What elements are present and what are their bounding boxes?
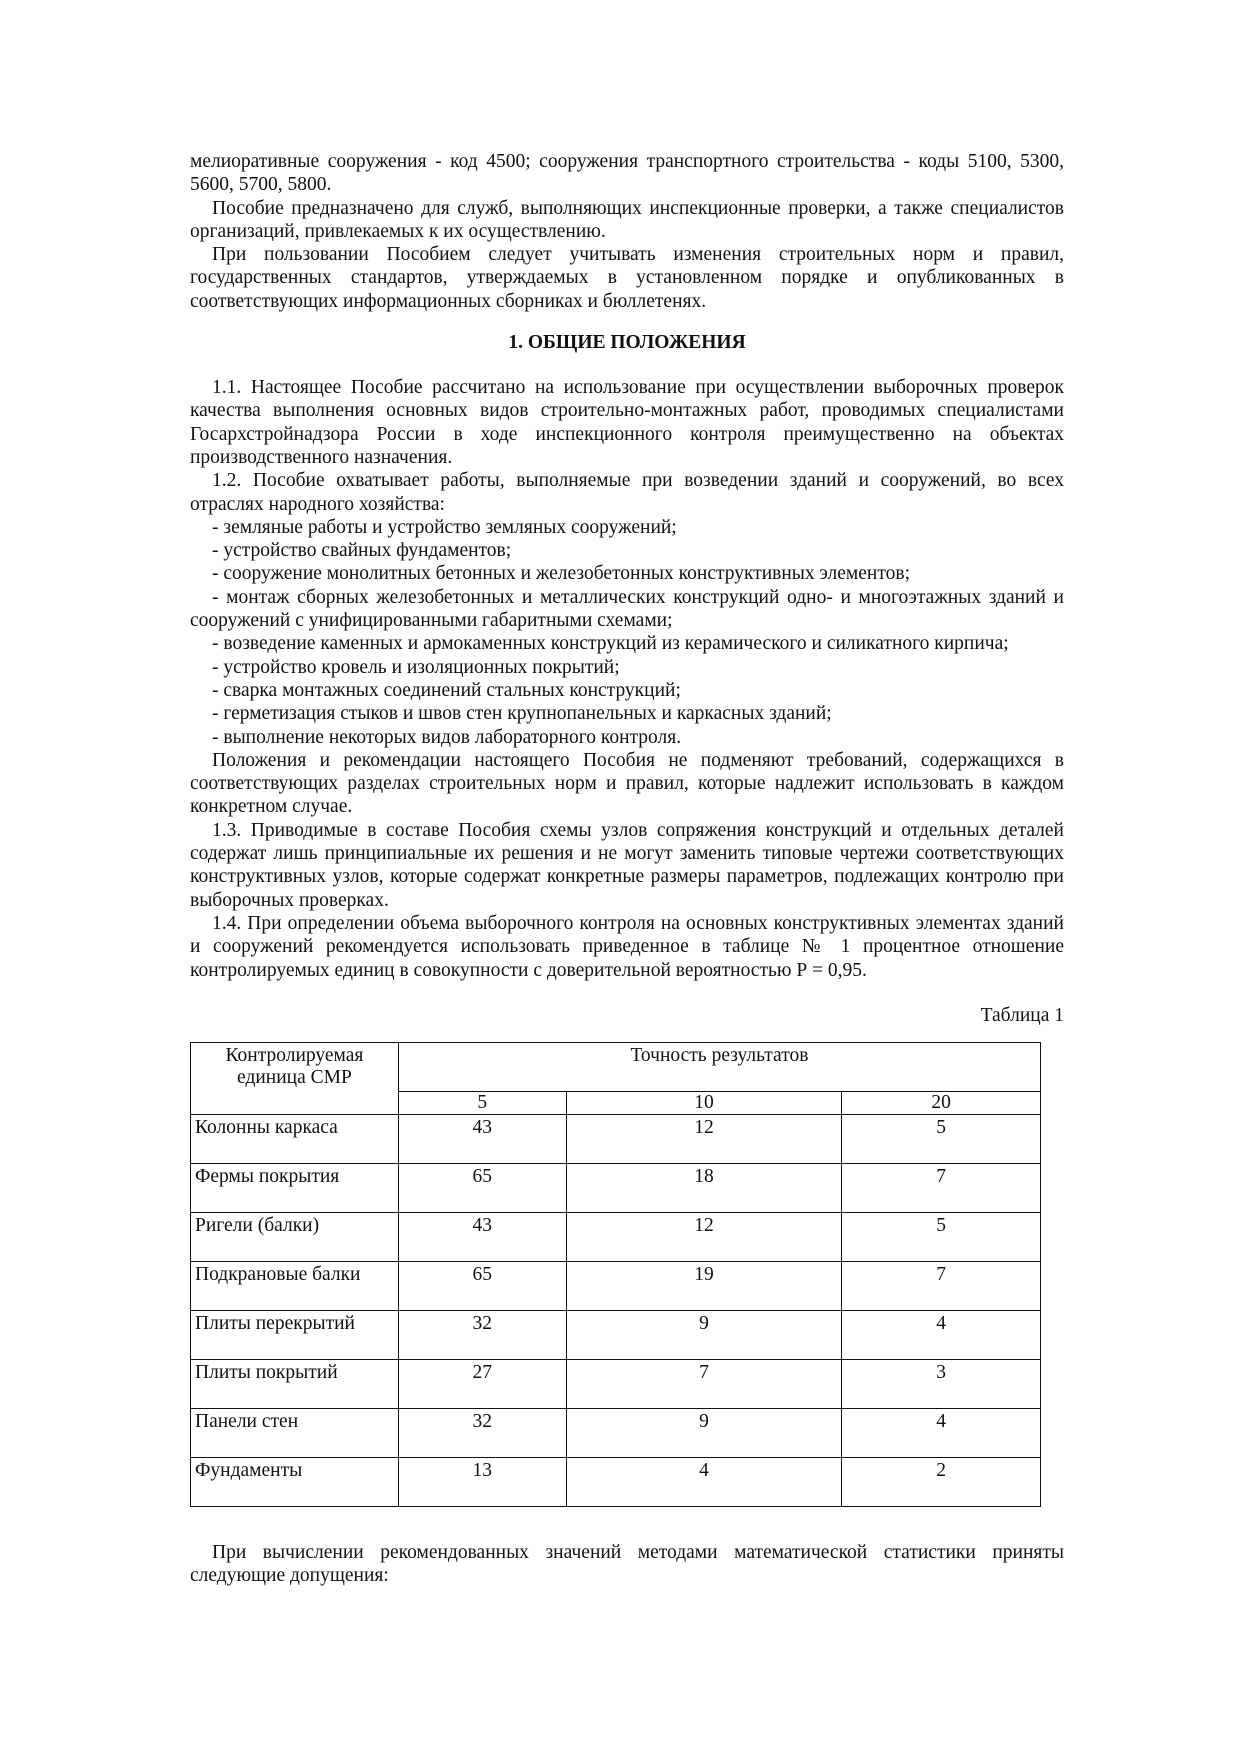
list-item: - сварка монтажных соединений стальных конструкций; bbox=[212, 679, 681, 701]
cell-5: 32 bbox=[398, 1409, 566, 1458]
table-row bbox=[191, 1213, 1041, 1262]
row-name: Подкрановые балки bbox=[191, 1262, 399, 1311]
table-row bbox=[191, 1360, 1041, 1409]
cell-20: 7 bbox=[842, 1164, 1041, 1213]
cell-10: 9 bbox=[566, 1311, 842, 1360]
list-item: - сооружение монолитных бетонных и железобетонных конструктивных элементов; bbox=[212, 563, 911, 585]
cell-20: 7 bbox=[842, 1262, 1041, 1311]
row-name: Плиты перекрытий bbox=[191, 1311, 399, 1360]
clause-1-2: 1.2. Пособие охватывает работы, выполняемые при возведении зданий и сооружений, во всех отраслях народного хозяйства: bbox=[190, 470, 1064, 515]
sample-size-table bbox=[190, 1042, 1041, 1507]
row-name: Фермы покрытия bbox=[191, 1164, 399, 1213]
cell-20: 5 bbox=[842, 1115, 1041, 1164]
cell-10: 12 bbox=[566, 1115, 842, 1164]
document-page bbox=[190, 150, 1064, 1588]
row-name: Ригели (балки) bbox=[191, 1213, 399, 1262]
table-row bbox=[191, 1164, 1041, 1213]
intro-paragraph-2: Пособие предназначено для служб, выполняющих инспекционные проверки, а также специалистов организаций, привлекаемых к их осуществлению. bbox=[190, 197, 1064, 242]
cell-20: 4 bbox=[842, 1311, 1041, 1360]
table-row bbox=[191, 1409, 1041, 1458]
subheader-10: 10 bbox=[566, 1092, 842, 1115]
list-item: - устройство свайных фундаментов; bbox=[212, 540, 512, 562]
list-item: - выполнение некоторых видов лабораторного контроля. bbox=[212, 726, 682, 748]
cell-5: 65 bbox=[398, 1262, 566, 1311]
intro-paragraph-1: мелиоративные сооружения - код 4500; сооружения транспортного строительства - коды 5100, 5300, 5600, 5700, 5800. bbox=[190, 151, 1064, 196]
cell-20: 3 bbox=[842, 1360, 1041, 1409]
cell-5: 43 bbox=[398, 1213, 566, 1262]
clause-1-3: 1.3. Приводимые в составе Пособия схемы узлов сопряжения конструкций и отдельных деталей содержат лишь принципиальные их решения и не могут заменить типовые чертежи соответствующих конструктивных узлов, которые содержат конкретные размеры параметров, подлежащих контролю при выборочных проверках. bbox=[190, 819, 1064, 911]
cell-10: 18 bbox=[566, 1164, 842, 1213]
cell-5: 65 bbox=[398, 1164, 566, 1213]
positions-paragraph: Положения и рекомендации настоящего Пособия не подменяют требований, содержащихся в соответствующих разделах строительных норм и правил, которые надлежит использовать в каждом конкретном случае. bbox=[190, 749, 1064, 818]
list-item: - устройство кровель и изоляционных покрытий; bbox=[212, 656, 620, 678]
cell-10: 19 bbox=[566, 1262, 842, 1311]
cell-10: 9 bbox=[566, 1409, 842, 1458]
cell-5: 43 bbox=[398, 1115, 566, 1164]
table-row bbox=[191, 1262, 1041, 1311]
cell-5: 32 bbox=[398, 1311, 566, 1360]
list-item: - возведение каменных и армокаменных конструкций из керамического и силикатного кирпича; bbox=[212, 633, 1009, 655]
closing-paragraph: При вычислении рекомендованных значений методами математической статистики приняты следующие допущения: bbox=[190, 1542, 1064, 1587]
cell-20: 4 bbox=[842, 1409, 1041, 1458]
clause-1-4: 1.4. При определении объема выборочного контроля на основных конструктивных элементах зданий и сооружений рекомендуется использовать приведенное в таблице № 1 процентное отношение контролируемых единиц в совокупности с доверительной вероятностью Р = 0,95. bbox=[190, 912, 1064, 981]
intro-paragraph-3: При пользовании Пособием следует учитывать изменения строительных норм и правил, государственных стандартов, утверждаемых в установленном порядке и опубликованных в соответствующих информационных сборниках и бюллетенях. bbox=[190, 244, 1064, 312]
header-accuracy: Точность результатов bbox=[398, 1043, 1040, 1092]
table-row bbox=[191, 1115, 1041, 1164]
row-name: Фундаменты bbox=[191, 1458, 399, 1507]
subheader-5: 5 bbox=[398, 1092, 566, 1115]
row-name: Колонны каркаса bbox=[191, 1115, 399, 1164]
cell-5: 13 bbox=[398, 1458, 566, 1507]
cell-20: 5 bbox=[842, 1213, 1041, 1262]
table-row bbox=[191, 1458, 1041, 1507]
cell-10: 4 bbox=[566, 1458, 842, 1507]
row-name: Панели стен bbox=[191, 1409, 399, 1458]
subheader-20: 20 bbox=[842, 1092, 1041, 1115]
list-item: - монтаж сборных железобетонных и металлических конструкций одно- и многоэтажных зданий и сооружений с унифицированными габаритными схемами; bbox=[190, 586, 1064, 632]
header-unit: Контролируемая единица СМР bbox=[191, 1043, 399, 1115]
table-row bbox=[191, 1311, 1041, 1360]
cell-10: 12 bbox=[566, 1213, 842, 1262]
cell-10: 7 bbox=[566, 1360, 842, 1409]
section-heading: 1. ОБЩИЕ ПОЛОЖЕНИЯ bbox=[508, 332, 746, 354]
list-item: - земляные работы и устройство земляных сооружений; bbox=[212, 516, 677, 538]
clause-1-1: 1.1. Настоящее Пособие рассчитано на использование при осуществлении выборочных проверок качества выполнения основных видов строительно-монтажных работ, проводимых специалистами Госархстройнадзора России в ходе инспекционного контроля преимущественно на объектах производственного назначения. bbox=[190, 377, 1064, 468]
row-name: Плиты покрытий bbox=[191, 1360, 399, 1409]
cell-20: 2 bbox=[842, 1458, 1041, 1507]
table-caption: Таблица 1 bbox=[980, 1004, 1064, 1026]
list-item: - герметизация стыков и швов стен крупнопанельных и каркасных зданий; bbox=[212, 703, 832, 725]
cell-5: 27 bbox=[398, 1360, 566, 1409]
